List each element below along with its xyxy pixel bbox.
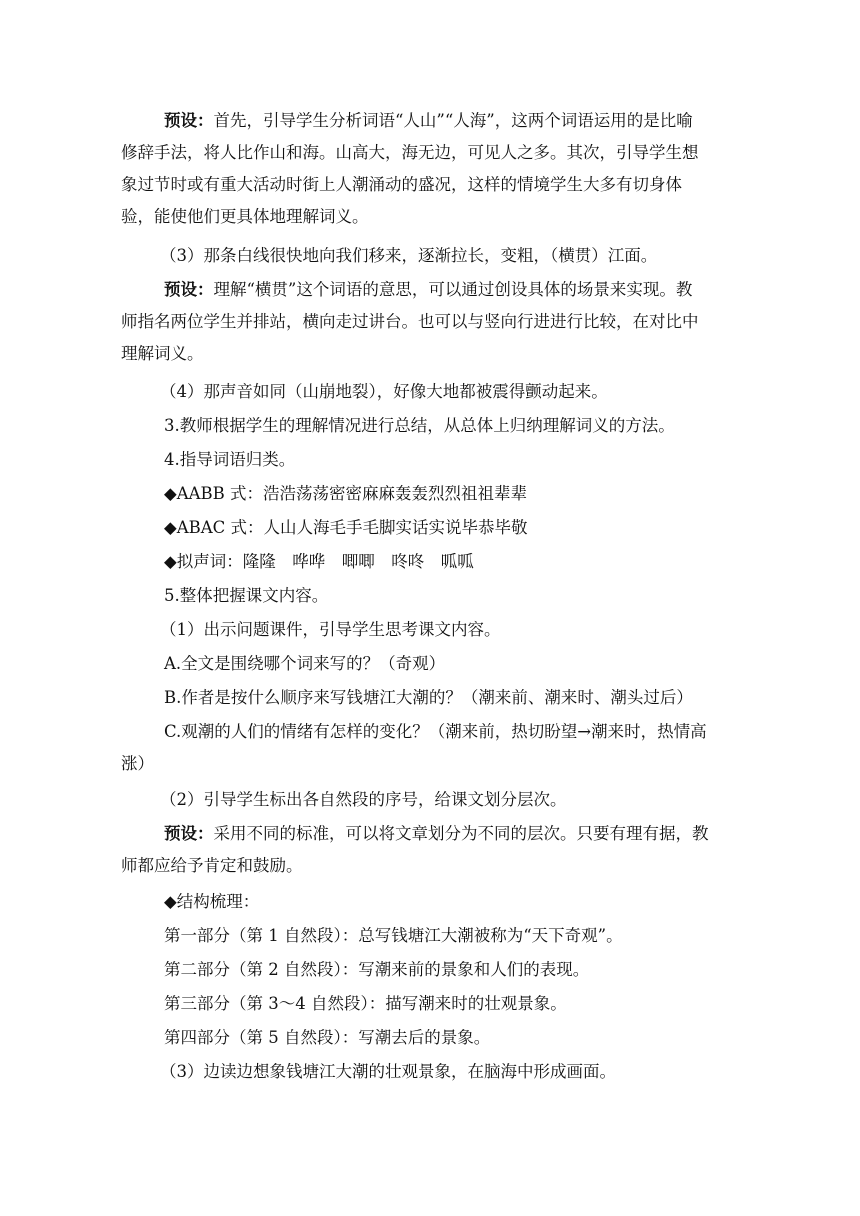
paragraph-text: 理解“横贯”这个词语的意思，可以通过创设具体的场景来实现。教 <box>213 280 693 299</box>
paragraph-line: 验，能使他们更具体地理解词义。 <box>121 207 369 226</box>
word-group-onomatopoeia-text: ◆拟声词：隆隆 哗哗 唧唧 咚咚 呱呱 <box>164 552 474 571</box>
preset-paragraph-3 <box>164 819 709 849</box>
sentence-3-text: （3）那条白线很快地向我们移来，逐渐拉长，变粗，（横贯）江面。 <box>160 246 658 265</box>
paragraph-line <box>164 106 744 136</box>
paragraph-line: 师指名两位学生并排站，横向走过讲台。也可以与竖向行进进行比较，在对比中 <box>121 312 699 331</box>
word-group-aabb <box>164 479 527 509</box>
step-3-text: 3.教师根据学生的理解情况进行总结，从总体上归纳理解词义的方法。 <box>164 416 675 435</box>
preset-paragraph-1 <box>164 106 744 136</box>
sentence-4 <box>160 377 608 407</box>
paragraph-line: 师都应给予肯定和鼓励。 <box>121 856 303 875</box>
word-group-onomatopoeia <box>164 547 474 577</box>
paragraph-text: 采用不同的标准，可以将文章划分为不同的层次。只要有理有据，教 <box>213 824 709 843</box>
question-c-text-cont: 涨） <box>121 754 154 773</box>
step-3 <box>164 411 675 441</box>
structure-part-2-text: 第二部分（第 2 自然段）：写潮来前的景象和人们的表现。 <box>164 960 590 979</box>
structure-heading-text: ◆结构梳理： <box>164 892 260 911</box>
preset-paragraph-3-cont <box>121 851 303 881</box>
instruction-2 <box>160 785 567 815</box>
structure-part-1 <box>164 921 623 951</box>
paragraph-line: 修辞手法，将人比作山和海。山高大，海无边，可见人之多。其次，引导学生想 <box>121 143 699 162</box>
word-group-abac <box>164 513 528 543</box>
instruction-3-text: （3）边读边想象钱塘江大潮的壮观景象，在脑海中形成画面。 <box>160 1062 616 1081</box>
question-c-cont <box>121 749 154 779</box>
preset-paragraph-2 <box>164 275 692 305</box>
preset-label: 预设： <box>164 280 214 299</box>
step-4 <box>164 445 295 475</box>
question-c-text: C.观潮的人们的情绪有怎样的变化？（潮来前，热切盼望→潮来时，热情高 <box>164 722 707 741</box>
sentence-3 <box>160 241 657 271</box>
question-b <box>164 683 693 713</box>
instruction-3 <box>160 1057 616 1087</box>
word-group-abac-text: ◆ABAC 式：人山人海毛手毛脚实话实说毕恭毕敬 <box>164 518 528 537</box>
question-intro-text: （1）出示问题课件，引导学生思考课文内容。 <box>160 620 501 639</box>
question-a-text: A.全文是围绕哪个词来写的？（奇观） <box>164 654 446 673</box>
paragraph-line: 理解词义。 <box>121 344 204 363</box>
structure-part-1-text: 第一部分（第 1 自然段）：总写钱塘江大潮被称为“天下奇观”。 <box>164 926 623 945</box>
step-5 <box>164 581 328 611</box>
preset-label: 预设： <box>164 111 214 130</box>
structure-part-4-text: 第四部分（第 5 自然段）：写潮去后的景象。 <box>164 1028 491 1047</box>
structure-part-3 <box>164 989 567 1019</box>
paragraph-text: 首先，引导学生分析词语“人山”“人海”，这两个词语运用的是比喻 <box>213 111 693 130</box>
instruction-2-text: （2）引导学生标出各自然段的序号，给课文划分层次。 <box>160 790 567 809</box>
structure-part-4 <box>164 1023 490 1053</box>
paragraph-line: 象过节时或有重大活动时街上人潮涌动的盛况，这样的情境学生大多有切身体 <box>121 175 682 194</box>
step-4-text: 4.指导词语归类。 <box>164 450 296 469</box>
structure-part-2 <box>164 955 589 985</box>
question-c <box>164 717 707 747</box>
paragraph-line <box>164 819 709 849</box>
preset-paragraph-1-cont <box>121 138 741 232</box>
question-intro <box>160 615 501 645</box>
preset-label: 预设： <box>164 824 214 843</box>
paragraph-line <box>164 275 692 305</box>
step-5-text: 5.整体把握课文内容。 <box>164 586 329 605</box>
structure-heading <box>164 887 259 917</box>
sentence-4-text: （4）那声音如同（山崩地裂），好像大地都被震得颤动起来。 <box>160 382 608 401</box>
question-b-text: B.作者是按什么顺序来写钱塘江大潮的？（潮来前、潮来时、潮头过后） <box>164 688 693 707</box>
structure-part-3-text: 第三部分（第 3～4 自然段）：描写潮来时的壮观景象。 <box>164 994 567 1013</box>
question-a <box>164 649 445 679</box>
word-group-aabb-text: ◆AABB 式：浩浩荡荡密密麻麻轰轰烈烈祖祖辈辈 <box>164 484 528 503</box>
preset-paragraph-2-cont <box>121 307 699 369</box>
